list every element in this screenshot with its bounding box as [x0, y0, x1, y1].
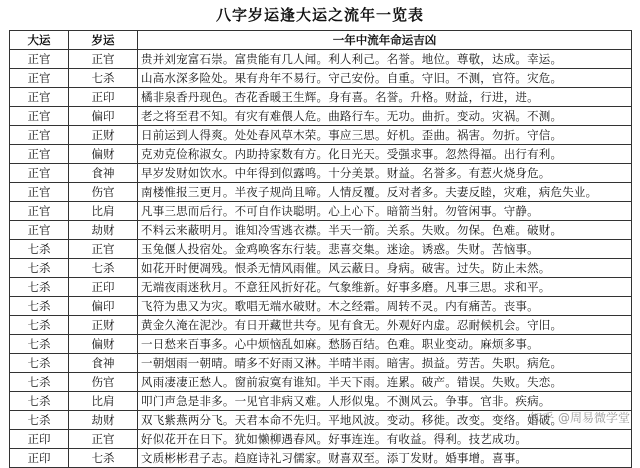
- cell-dayun: 正官: [10, 202, 69, 221]
- cell-fortune: 叩门声急是非多。一见官非病又难。人形似鬼。不测风云。争事。官非。疾病。: [138, 392, 632, 411]
- cell-dayun: 七杀: [10, 354, 69, 373]
- cell-fortune: 飞符为患又为灾。歌唱无端水破财。木之经霜。周转不灵。内有痛苦。丧事。: [138, 297, 632, 316]
- cell-suiyun: 七杀: [69, 259, 138, 278]
- cell-fortune: 早岁发财如饮水。中年得到似露鸣。十分美景。财益。名誉多。有惹火烧身危。: [138, 164, 632, 183]
- cell-dayun: 正官: [10, 164, 69, 183]
- cell-dayun: 正官: [10, 126, 69, 145]
- cell-dayun: 正印: [10, 430, 69, 449]
- table-row: [10, 259, 632, 278]
- cell-dayun: 正官: [10, 69, 69, 88]
- cell-suiyun: 食神: [69, 354, 138, 373]
- watermark: 知乎 @周易微学堂: [530, 411, 630, 425]
- table-row: [10, 50, 632, 69]
- table-row: [10, 430, 632, 449]
- cell-fortune: 南楼惟报三更月。半夜子规尚且啼。人情反覆。反对者多。夫妻反睦，灾难，病危失业。: [138, 183, 632, 202]
- table-row: [10, 88, 632, 107]
- cell-fortune: 不料云来蔽明月。谁知冷雪逃衣襟。半天一箭。关系。失败。勿保。色难。破财。: [138, 221, 632, 240]
- cell-suiyun: 伤官: [69, 183, 138, 202]
- table-row: [10, 145, 632, 164]
- cell-fortune: 克劝克俭称淑女。内助持家数有方。化日光天。受强求事。忽然得福。出行有利。: [138, 145, 632, 164]
- cell-fortune: 山高水深多险处。果有舟年不易行。守己安份。自重。守旧。不测，官符。灾危。: [138, 69, 632, 88]
- fortune-table: [9, 30, 632, 468]
- table-row: [10, 107, 632, 126]
- cell-fortune: 一朝烟雨一朝晴。晴多不好雨又淋。半晴半雨。暗害。损益。劳苦。失职。病危。: [138, 354, 632, 373]
- cell-dayun: 七杀: [10, 297, 69, 316]
- cell-dayun: 正官: [10, 221, 69, 240]
- cell-suiyun: 七杀: [69, 69, 138, 88]
- cell-suiyun: 比肩: [69, 392, 138, 411]
- cell-dayun: 七杀: [10, 278, 69, 297]
- cell-suiyun: 食神: [69, 164, 138, 183]
- cell-suiyun: 正印: [69, 278, 138, 297]
- cell-dayun: 七杀: [10, 316, 69, 335]
- table-title: 八字岁运逢大运之流年一览表: [215, 6, 424, 24]
- table-row: [10, 354, 632, 373]
- table-row: [10, 202, 632, 221]
- cell-fortune: 凡事三思而后行。不可自作诀聪明。心上心下。暗箭当射。勿管闲事。守静。: [138, 202, 632, 221]
- cell-suiyun: 劫财: [69, 411, 138, 430]
- cell-dayun: 七杀: [10, 411, 69, 430]
- cell-dayun: 正官: [10, 50, 69, 69]
- table-row: [10, 335, 632, 354]
- cell-dayun: 七杀: [10, 373, 69, 392]
- table-row: [10, 164, 632, 183]
- table-row: [10, 278, 632, 297]
- cell-suiyun: 七杀: [69, 449, 138, 468]
- cell-suiyun: 正印: [69, 88, 138, 107]
- cell-dayun: 正官: [10, 107, 69, 126]
- cell-suiyun: 正财: [69, 316, 138, 335]
- header-dayun: 大运: [10, 31, 69, 50]
- cell-fortune: 双飞紫燕两分飞。天君本命不先归。平地风波。变动。移徙。改变。变络。婚破。: [138, 411, 632, 430]
- cell-suiyun: 偏财: [69, 145, 138, 164]
- cell-suiyun: 偏财: [69, 335, 138, 354]
- cell-suiyun: 偏印: [69, 297, 138, 316]
- table-row: [10, 240, 632, 259]
- cell-suiyun: 正官: [69, 50, 138, 69]
- cell-fortune: 橘非泉香丹现色。杏花香暖王生辉。身有喜。名誉。升格。财益，行进，进。: [138, 88, 632, 107]
- cell-suiyun: 正官: [69, 430, 138, 449]
- cell-suiyun: 偏印: [69, 107, 138, 126]
- cell-fortune: 一日愁来百事多。心中烦恼乱如麻。愁肠百结。色难。职业变动。麻烦多事。: [138, 335, 632, 354]
- cell-dayun: 正官: [10, 183, 69, 202]
- cell-fortune: 日前运到人得爽。处处春风草木荣。事应三思。好机。歪曲。祸害。勿折。守信。: [138, 126, 632, 145]
- cell-suiyun: 比肩: [69, 202, 138, 221]
- cell-dayun: 七杀: [10, 259, 69, 278]
- header-fortune: 一年中流年命运吉凶: [138, 31, 632, 50]
- table-row: [10, 183, 632, 202]
- table-row: [10, 392, 632, 411]
- table-row: [10, 69, 632, 88]
- cell-fortune: 老之将至君不知。有灾有难偎人危。曲路行车。无功。曲折。变动。灾祸。不测。: [138, 107, 632, 126]
- cell-dayun: 正官: [10, 145, 69, 164]
- table-row: [10, 297, 632, 316]
- cell-suiyun: 正财: [69, 126, 138, 145]
- cell-suiyun: 伤官: [69, 373, 138, 392]
- cell-fortune: 好似花开在日下。犹如懒柳遇春风。好事连连。有收益。得利。技艺成功。: [138, 430, 632, 449]
- cell-dayun: 正官: [10, 88, 69, 107]
- cell-fortune: 文质彬彬君子志。趋庭诗礼习儒家。财喜双至。添丁发财。婚事增。喜事。: [138, 449, 632, 468]
- table-row: [10, 316, 632, 335]
- cell-fortune: 无端夜雨迷秋月。不意狂风折好花。气象维新。好事多磨。凡事三思。求和平。: [138, 278, 632, 297]
- cell-fortune: 玉兔偃人投宿处。金鸡唤客东行装。悲喜交集。迷途。诱惑。失财。苦恼事。: [138, 240, 632, 259]
- table-row: [10, 449, 632, 468]
- table-row: [10, 373, 632, 392]
- cell-dayun: 七杀: [10, 335, 69, 354]
- header-suiyun: 岁运: [69, 31, 138, 50]
- cell-suiyun: 劫财: [69, 221, 138, 240]
- cell-fortune: 贵并刘宠富石崇。富贵能有几人闻。利人利己。名誉。地位。尊敬，达成。幸运。: [138, 50, 632, 69]
- cell-dayun: 七杀: [10, 240, 69, 259]
- cell-fortune: 如花开时便凋残。恨杀无情风雨催。风云蔽日。身病。破害。过失。防止未然。: [138, 259, 632, 278]
- cell-dayun: 七杀: [10, 392, 69, 411]
- table-body: [10, 50, 632, 468]
- table-row: [10, 126, 632, 145]
- cell-fortune: 黄金久淹在泥沙。有日开藏世共夸。见有食无。外观好内虚。忍耐候机会。守旧。: [138, 316, 632, 335]
- cell-fortune: 风雨凄凄正愁人。窗前寂寞有谁知。半天下雨。连累。破产。错误。失败。失恋。: [138, 373, 632, 392]
- header-row: [10, 31, 632, 50]
- table-row: [10, 221, 632, 240]
- cell-suiyun: 正官: [69, 240, 138, 259]
- cell-dayun: 正印: [10, 449, 69, 468]
